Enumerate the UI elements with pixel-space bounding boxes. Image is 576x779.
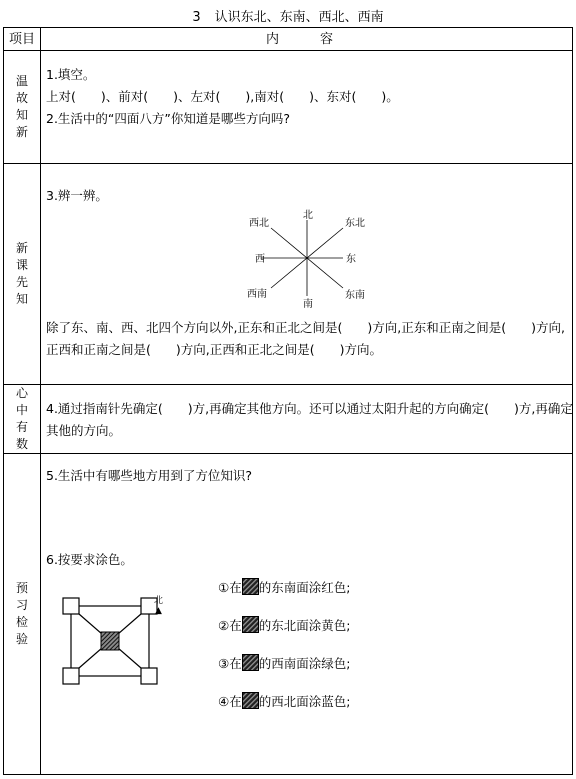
hatched-square-icon [242, 616, 259, 633]
question-2: 2.生活中的“四面八方”你知道是哪些方向吗? [46, 111, 291, 126]
hatched-square-icon [242, 654, 259, 671]
compass-w: 西 [255, 254, 265, 265]
new-content [41, 164, 573, 385]
preview-label: 预 习 检 验 [4, 454, 41, 775]
preview-content [41, 454, 573, 775]
worksheet-table [3, 27, 573, 775]
compass-nw: 西北 [249, 218, 269, 229]
compass-sw: 西南 [247, 289, 267, 300]
color-item-1: ①在 的东南面涂红色; [218, 580, 351, 595]
color-item-4: ④在 的西北面涂蓝色; [218, 694, 351, 709]
compass-e: 东 [346, 254, 356, 265]
review-content [41, 51, 573, 164]
mind-row [4, 385, 573, 454]
review-row [4, 51, 573, 164]
question-3: 3.辨一辨。 [46, 188, 108, 203]
color-item-2: ②在 的东北面涂黄色; [218, 618, 351, 633]
new-label: 新 课 先 知 [4, 164, 41, 385]
page-title [0, 6, 576, 25]
question-6: 6.按要求涂色。 [46, 552, 133, 567]
mind-label: 心 中 有 数 [4, 385, 41, 454]
lesson-title: 认识东北、东南、西北、西南 [214, 10, 384, 25]
question-3-text-2: 正西和正南之间是( )方向,正西和正北之间是( )方向。 [46, 342, 382, 357]
header-item: 项目 [4, 28, 41, 51]
compass-ne: 东北 [345, 218, 365, 229]
north-label: 北 [154, 596, 164, 606]
question-1-blanks: 上对( )、前对( )、左对( ),南对( )、东对( )。 [46, 89, 399, 104]
question-4-line-2: 其他的方向。 [46, 423, 122, 438]
mind-content [41, 385, 573, 454]
question-1: 1.填空。 [46, 67, 96, 82]
compass-diagram [241, 208, 381, 308]
hatched-square-icon [242, 578, 259, 595]
compass-se: 东南 [345, 290, 365, 301]
hatched-square-icon [242, 692, 259, 709]
center-square [101, 632, 119, 650]
compass-s: 南 [303, 299, 313, 308]
lesson-number: 3 [192, 10, 201, 25]
review-label: 温 故 知 新 [4, 51, 41, 164]
new-row [4, 164, 573, 385]
color-item-3: ③在 的西南面涂绿色; [218, 656, 351, 671]
question-4-line-1: 4.通过指南针先确定( )方,再确定其他方向。还可以通过太阳升起的方向确定( )方,再确定 [46, 401, 573, 416]
question-5: 5.生活中有哪些地方用到了方位知识? [46, 468, 253, 483]
preview-row [4, 454, 573, 775]
header-row [4, 28, 573, 51]
compass-n: 北 [303, 210, 313, 221]
header-content: 内 容 [41, 28, 573, 51]
question-3-text-1: 除了东、南、西、北四个方向以外,正东和正北之间是( )方向,正东和正南之间是( )方向, [46, 320, 565, 335]
north-indicator [154, 596, 163, 616]
north-arrow-icon: ▲ [155, 606, 162, 616]
coloring-diagram [59, 594, 169, 694]
